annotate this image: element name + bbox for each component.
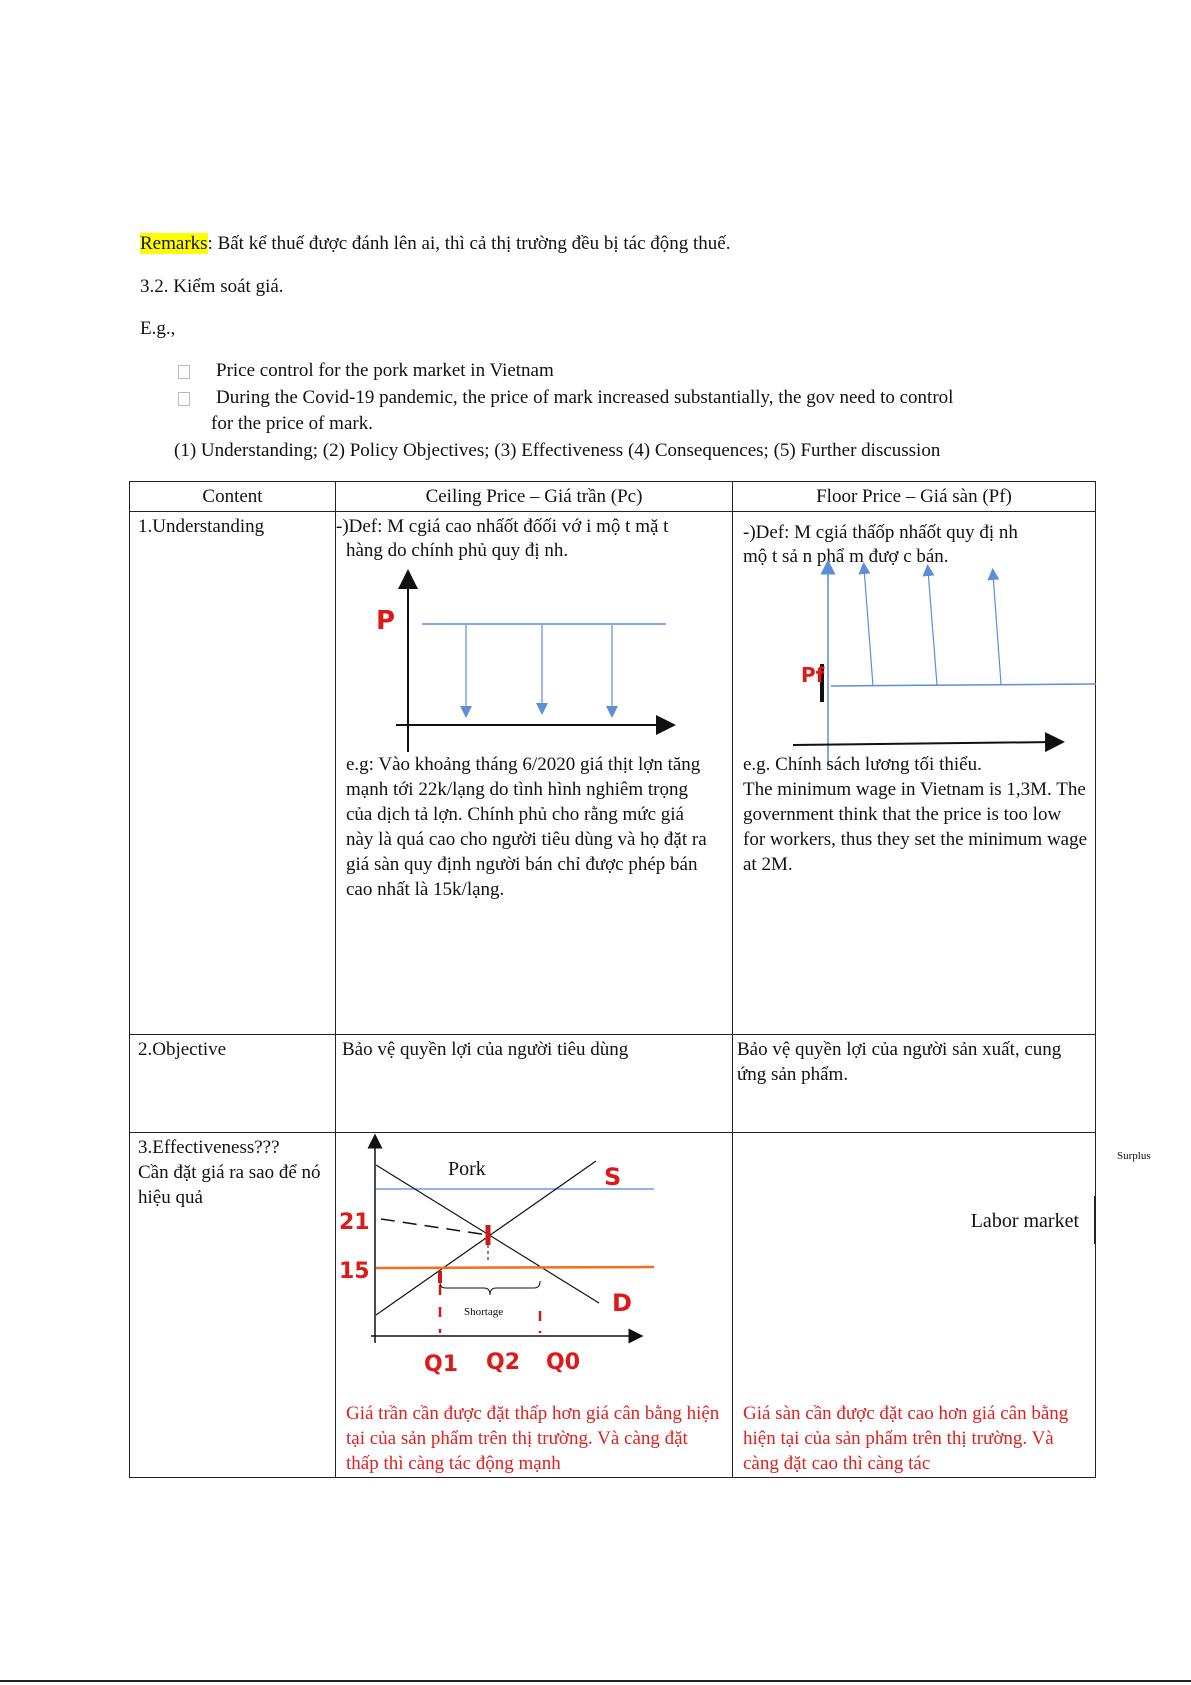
floor-effectiveness-cell [733, 1133, 1096, 1478]
labor-market-label: Labor market [970, 1210, 1079, 1232]
ceiling-def-line2: hàng do chính phủ quy đị nh. [346, 540, 569, 561]
row-effectiveness [130, 1133, 1096, 1478]
pork-title: Pork [448, 1158, 486, 1180]
remarks-line [140, 233, 731, 255]
row-understanding [130, 512, 1096, 1035]
floor-diagram [773, 552, 1096, 772]
ceiling-understanding-cell [336, 512, 733, 1035]
header-ceiling: Ceiling Price – Giá trần (Pc) [336, 482, 733, 512]
ceiling-objective: Bảo vệ quyền lợi của người tiêu dùng [336, 1035, 733, 1133]
surplus-label: Surplus [1117, 1150, 1151, 1162]
bullet-icon [178, 365, 190, 379]
floor-pf-label: Pf [801, 663, 825, 687]
section-title: 3.2. Kiểm soát giá. [140, 276, 284, 297]
row-label: 3.Effectiveness??? [138, 1137, 280, 1158]
ceiling-example: e.g: Vào khoảng tháng 6/2020 giá thịt lợn tăng mạnh tới 22k/lạng do tình hình nghiêm trọng của dịch tả lợn. Chính phủ cho rằng mức giá này là quá cao cho người tiêu dùng và họ đặt ra giá sàn quy định người bán chỉ được phép bán cao nhất là 15k/lạng. [346, 754, 707, 900]
bullet-text: During the Covid-19 pandemic, the price of mark increased substantially, the gov need to control [216, 387, 954, 408]
remarks-text: : Bất kể thuế được đánh lên ai, thì cả thị trường đều bị tác động thuế. [207, 233, 731, 254]
floor-example-2: The minimum wage in Vietnam is 1,3M. The government think that the price is too low for workers, thus they set the minimum wage at 2M. [743, 779, 1088, 875]
row-objective [130, 1035, 1096, 1133]
page-bottom-line [0, 1680, 1191, 1682]
row-label: 1.Understanding [130, 512, 336, 1035]
remarks-label: Remarks [140, 233, 208, 254]
price-control-table [129, 481, 1096, 1478]
eg-label: E.g., [140, 318, 176, 339]
ceiling-effectiveness-note: Giá trần cần được đặt thấp hơn giá cân bằng hiện tại của sản phẩm trên thị trường. Và càng đặt thấp thì càng tác động mạnh [346, 1403, 720, 1474]
up-arrow [928, 570, 937, 685]
q2-label: Q2 [486, 1350, 521, 1375]
header-content: Content [130, 482, 336, 512]
row-effectiveness-label-cell [130, 1133, 336, 1478]
floor-def-line2: mộ t sả n phẩ m đượ c bán. [743, 546, 949, 567]
bullet-text: Price control for the pork market in Vietnam [216, 360, 554, 381]
row-sublabel: Cần đặt giá ra sao để nó hiệu quả [138, 1162, 321, 1208]
shortage-brace [440, 1281, 540, 1295]
ceiling-p-label: P [376, 606, 396, 636]
bullet-icon [178, 392, 190, 406]
x-axis [793, 742, 1055, 745]
q1-label: Q1 [424, 1352, 459, 1377]
floor-objective: Bảo vệ quyền lợi của người sản xuất, cung ứng sản phẩm. [733, 1035, 1096, 1133]
floor-effectiveness-note: Giá sàn cần được đặt cao hơn giá cân bằng hiện tại của sản phẩm trên thị trường. Và càng đặt cao thì càng tác [743, 1403, 1069, 1474]
ceiling-effectiveness-cell [336, 1133, 733, 1478]
q0-label: Q0 [546, 1350, 581, 1375]
price-21-label: 21 [339, 1210, 370, 1235]
demand-label: D [612, 1289, 632, 1317]
up-arrow [864, 568, 873, 686]
bullet-continuation: for the price of mark. [211, 413, 373, 434]
floor-example-1: e.g. Chính sách lương tối thiểu. [743, 754, 982, 775]
floor-price-line [831, 684, 1096, 686]
border-fragment [1094, 1196, 1095, 1244]
supply-label: S [604, 1163, 622, 1191]
floor-understanding-cell [733, 512, 1096, 1035]
floor-def-line1: -)Def: M cgiá thấốp nhấốt quy đị nh [743, 522, 1018, 543]
header-floor: Floor Price – Giá sàn (Pf) [733, 482, 1096, 512]
ceiling-def-line1: -)Def: M cgiá cao nhấốt đốối vớ i mộ t mặ t [336, 516, 669, 537]
table-header-row [130, 482, 1096, 512]
row-label: 2.Objective [130, 1035, 336, 1133]
up-arrow [993, 574, 1001, 684]
pork-market-diagram [336, 1133, 666, 1393]
ceiling-diagram [366, 567, 686, 757]
outline-line: (1) Understanding; (2) Policy Objectives; (3) Effectiveness (4) Consequences; (5) Further discussion [174, 440, 941, 461]
equilibrium-price-dash [381, 1219, 488, 1235]
shortage-label: Shortage [464, 1306, 504, 1318]
price-15-label: 15 [339, 1259, 370, 1284]
bullet-item [178, 387, 953, 409]
ceiling-price-line [376, 1267, 654, 1268]
bullet-item [178, 360, 554, 382]
